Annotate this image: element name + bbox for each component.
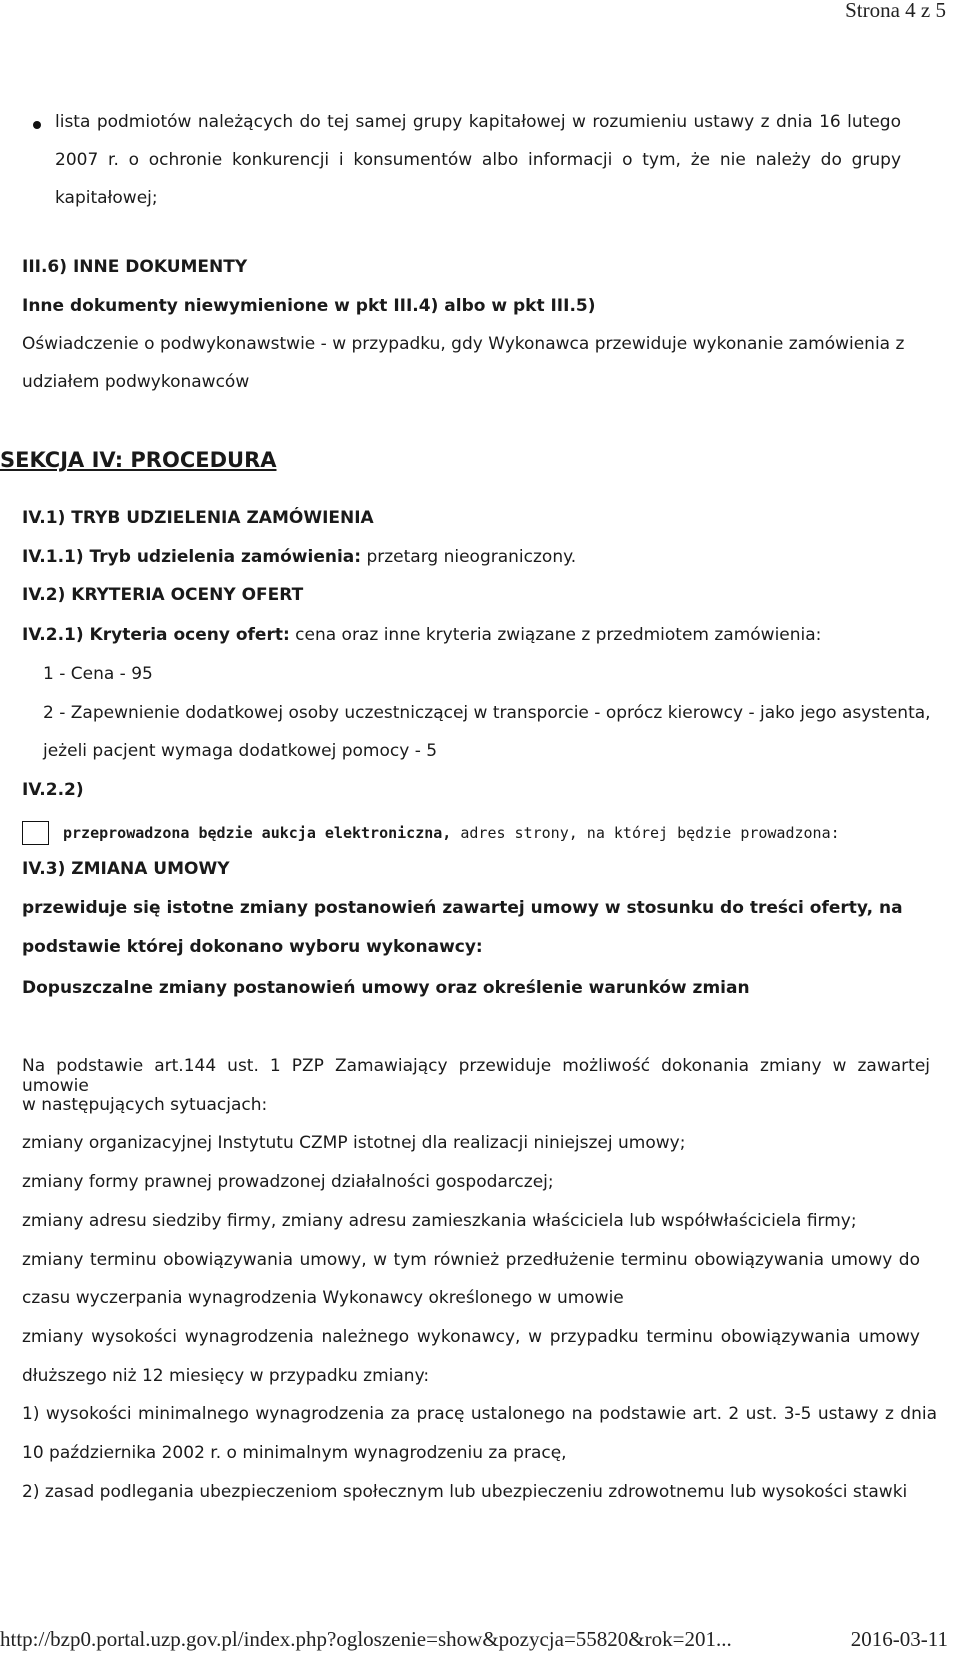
iv3-bold-line2: podstawie której dokonano wyboru wykonawcy: (22, 937, 483, 957)
heading-iv3: IV.3) ZMIANA UMOWY (22, 859, 230, 879)
bullet-dot (33, 121, 41, 129)
footer-date: 2016-03-11 (850, 1627, 948, 1651)
iv11-row (22, 547, 576, 567)
heading-iv1: IV.1) TRYB UDZIELENIA ZAMÓWIENIA (22, 508, 374, 528)
changes-line-10: 1) wysokości minimalnego wynagrodzenia za pracę ustalonego na podstawie art. 2 ust. 3-5 ustawy z dnia (22, 1404, 937, 1424)
changes-line-1: Na podstawie art.144 ust. 1 PZP Zamawiający przewiduje możliwość dokonania zmiany w zawartej umowie (22, 1056, 930, 1096)
text-iii6-line1: Oświadczenie o podwykonawstwie - w przypadku, gdy Wykonawca przewiduje wykonanie zamówienia z (22, 334, 905, 354)
section-title: SEKCJA IV: PROCEDURA (0, 448, 277, 472)
subheading-iii6: Inne dokumenty niewymienione w pkt III.4) albo w pkt III.5) (22, 296, 596, 316)
aukcja-rest: adres strony, na której będzie prowadzona: (451, 824, 840, 842)
criterion-1: 1 - Cena - 95 (43, 664, 153, 684)
heading-iv2: IV.2) KRYTERIA OCENY OFERT (22, 585, 304, 605)
iv11-value: przetarg nieograniczony. (361, 547, 577, 567)
bullet-line-3: kapitałowej; (55, 188, 158, 208)
changes-line-5: zmiany adresu siedziby firmy, zmiany adresu zamieszkania właściciela lub współwłaściciela firmy; (22, 1211, 857, 1231)
heading-iii6: III.6) INNE DOKUMENTY (22, 257, 248, 277)
iv21-label: IV.2.1) Kryteria oceny ofert: (22, 625, 290, 645)
changes-line-12: 2) zasad podlegania ubezpieczeniom społecznym lub ubezpieczeniu zdrowotnemu lub wysokości stawki (22, 1482, 908, 1502)
bullet-line-2: 2007 r. o ochronie konkurencji i konsumentów albo informacji o tym, że nie należy do grupy (55, 150, 901, 170)
changes-line-11: 10 października 2002 r. o minimalnym wynagrodzeniu za pracę, (22, 1443, 567, 1463)
changes-line-2: w następujących sytuacjach: (22, 1095, 268, 1115)
iv3-bold-line3: Dopuszczalne zmiany postanowień umowy oraz określenie warunków zmian (22, 978, 750, 998)
changes-line-8: zmiany wysokości wynagrodzenia należnego wykonawcy, w przypadku terminu obowiązywania umowy (22, 1327, 920, 1347)
iv3-bold-line1: przewiduje się istotne zmiany postanowień zawartej umowy w stosunku do treści oferty, na (22, 898, 903, 918)
iv21-value: cena oraz inne kryteria związane z przedmiotem zamówienia: (289, 625, 822, 645)
heading-iv22: IV.2.2) (22, 780, 84, 800)
text-iii6-line2: udziałem podwykonawców (22, 372, 250, 392)
bullet-line-1: lista podmiotów należących do tej samej grupy kapitałowej w rozumieniu ustawy z dnia 16 lutego (55, 112, 901, 132)
aukcja-checkbox (22, 821, 49, 845)
footer-url: http://bzp0.portal.uzp.gov.pl/index.php?ogloszenie=show&pozycja=55820&rok=201... (0, 1627, 732, 1651)
criterion-2-line1: 2 - Zapewnienie dodatkowej osoby uczestniczącej w transporcie - oprócz kierowcy - jako jego asystenta, (43, 703, 931, 723)
changes-line-4: zmiany formy prawnej prowadzonej działalności gospodarczej; (22, 1172, 554, 1192)
iv21-row (22, 625, 821, 645)
changes-line-9: dłuższego niż 12 miesięcy w przypadku zmiany: (22, 1366, 430, 1386)
aukcja-bold: przeprowadzona będzie aukcja elektroniczna, (63, 824, 452, 842)
changes-line-3: zmiany organizacyjnej Instytutu CZMP istotnej dla realizacji niniejszej umowy; (22, 1133, 686, 1153)
page-number: Strona 4 z 5 (845, 0, 946, 22)
changes-line-6: zmiany terminu obowiązywania umowy, w tym również przedłużenie terminu obowiązywania umowy do (22, 1250, 920, 1270)
iv11-label: IV.1.1) Tryb udzielenia zamówienia: (22, 547, 362, 567)
changes-line-7: czasu wyczerpania wynagrodzenia Wykonawcy określonego w umowie (22, 1288, 624, 1308)
aukcja-text (63, 824, 840, 842)
criterion-2-line2: jeżeli pacjent wymaga dodatkowej pomocy - 5 (43, 741, 438, 761)
